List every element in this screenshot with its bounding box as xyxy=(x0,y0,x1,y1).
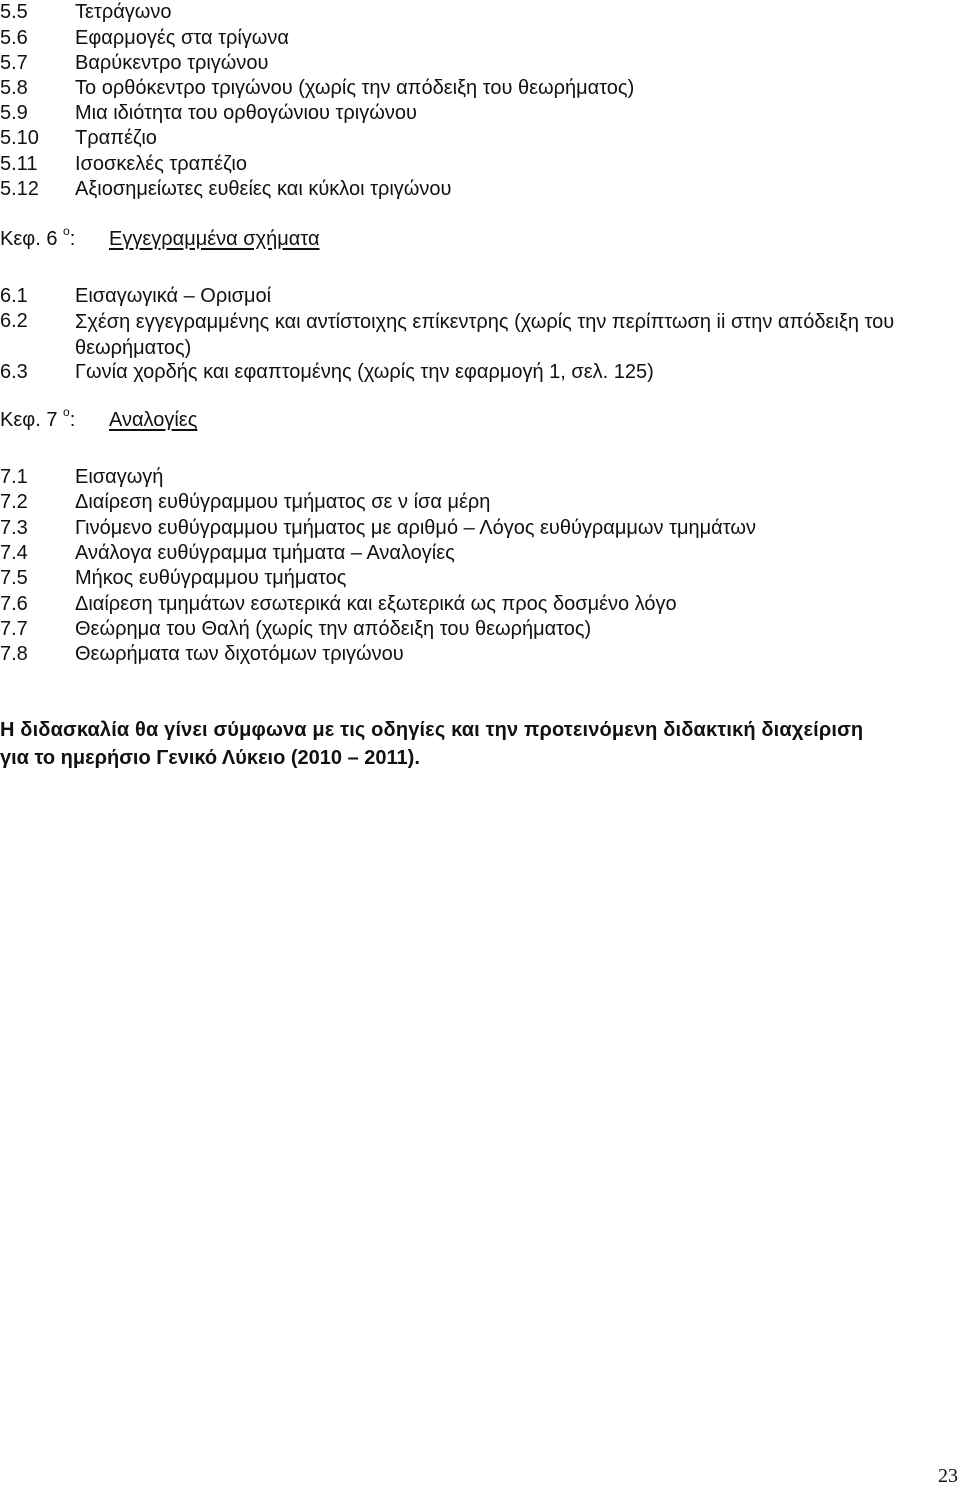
section-number: 7.5 xyxy=(0,567,28,589)
teaching-note xyxy=(0,716,958,772)
section-number: 5.7 xyxy=(0,52,28,74)
section-number: 7.4 xyxy=(0,542,28,564)
section-title: Εισαγωγικά – Ορισμοί xyxy=(75,285,272,307)
section-number: 6.1 xyxy=(0,285,28,307)
section-title: Θεωρήματα των διχοτόμων τριγώνου xyxy=(75,643,404,665)
section-number: 7.6 xyxy=(0,593,28,615)
section-number: 5.12 xyxy=(0,178,39,200)
section-number: 6.2 xyxy=(0,310,28,332)
section-number: 7.2 xyxy=(0,491,28,513)
section-number: 7.7 xyxy=(0,618,28,640)
section-title: Τραπέζιο xyxy=(75,127,157,149)
page-number: 23 xyxy=(938,1465,958,1487)
section-number: 5.11 xyxy=(0,153,38,175)
chapter-label: Κεφ. 6 $^o$: xyxy=(0,224,76,250)
section-title: Διαίρεση τμημάτων εσωτερικά και εξωτερικά ως προς δοσμένο λόγο xyxy=(75,593,677,615)
section-title: Βαρύκεντρο τριγώνου xyxy=(75,52,269,74)
section-number: 5.5 xyxy=(0,1,28,23)
chapter-title: Αναλογίες xyxy=(109,409,198,431)
chapter-title: Εγγεγραμμένα σχήματα xyxy=(109,228,320,250)
chapter-label: Κεφ. 7 $^o$: xyxy=(0,405,76,431)
section-number: 5.10 xyxy=(0,127,39,149)
note-line: για το ημερήσιο Γενικό Λύκειο (2010 – 2011). xyxy=(0,747,420,769)
section-title: Αξιοσημείωτες ευθείες και κύκλοι τριγώνου xyxy=(75,178,452,200)
section-title: Γινόμενο ευθύγραμμου τμήματος με αριθμό – Λόγος ευθύγραμμων τμημάτων xyxy=(75,517,756,539)
section-title: Ισοσκελές τραπέζιο xyxy=(75,153,247,175)
section-number: 6.3 xyxy=(0,361,28,383)
section-title: Διαίρεση ευθύγραμμου τμήματος σε ν ίσα μέρη xyxy=(75,491,491,513)
section-title: Μια ιδιότητα του ορθογώνιου τριγώνου xyxy=(75,102,417,124)
section-title: Εφαρμογές στα τρίγωνα xyxy=(75,27,289,49)
section-title: Μήκος ευθύγραμμου τμήματος xyxy=(75,567,347,589)
section-number: 7.1 xyxy=(0,466,28,488)
section-title: Το ορθόκεντρο τριγώνου (χωρίς την απόδειξη του θεωρήματος) xyxy=(75,77,635,99)
section-title: Σχέση εγγεγραμμένης και αντίστοιχης επίκεντρης (χωρίς την περίπτωση ii στην απόδειξη του θεωρήματος) xyxy=(75,311,895,359)
section-title: Εισαγωγή xyxy=(75,466,164,488)
section-number: 7.8 xyxy=(0,643,28,665)
section-title: Θεώρημα του Θαλή (χωρίς την απόδειξη του θεωρήματος) xyxy=(75,618,592,640)
section-number: 5.8 xyxy=(0,77,28,99)
section-number: 7.3 xyxy=(0,517,28,539)
note-line: Η διδασκαλία θα γίνει σύμφωνα με τις οδηγίες και την προτεινόμενη διδακτική διαχείριση xyxy=(0,719,864,741)
section-title: Γωνία χορδής και εφαπτομένης (χωρίς την εφαρμογή 1, σελ. 125) xyxy=(75,361,654,383)
section-title: Ανάλογα ευθύγραμμα τμήματα – Αναλογίες xyxy=(75,542,455,564)
section-title: Τετράγωνο xyxy=(75,1,172,23)
section-number: 5.6 xyxy=(0,27,28,49)
section-number: 5.9 xyxy=(0,102,28,124)
